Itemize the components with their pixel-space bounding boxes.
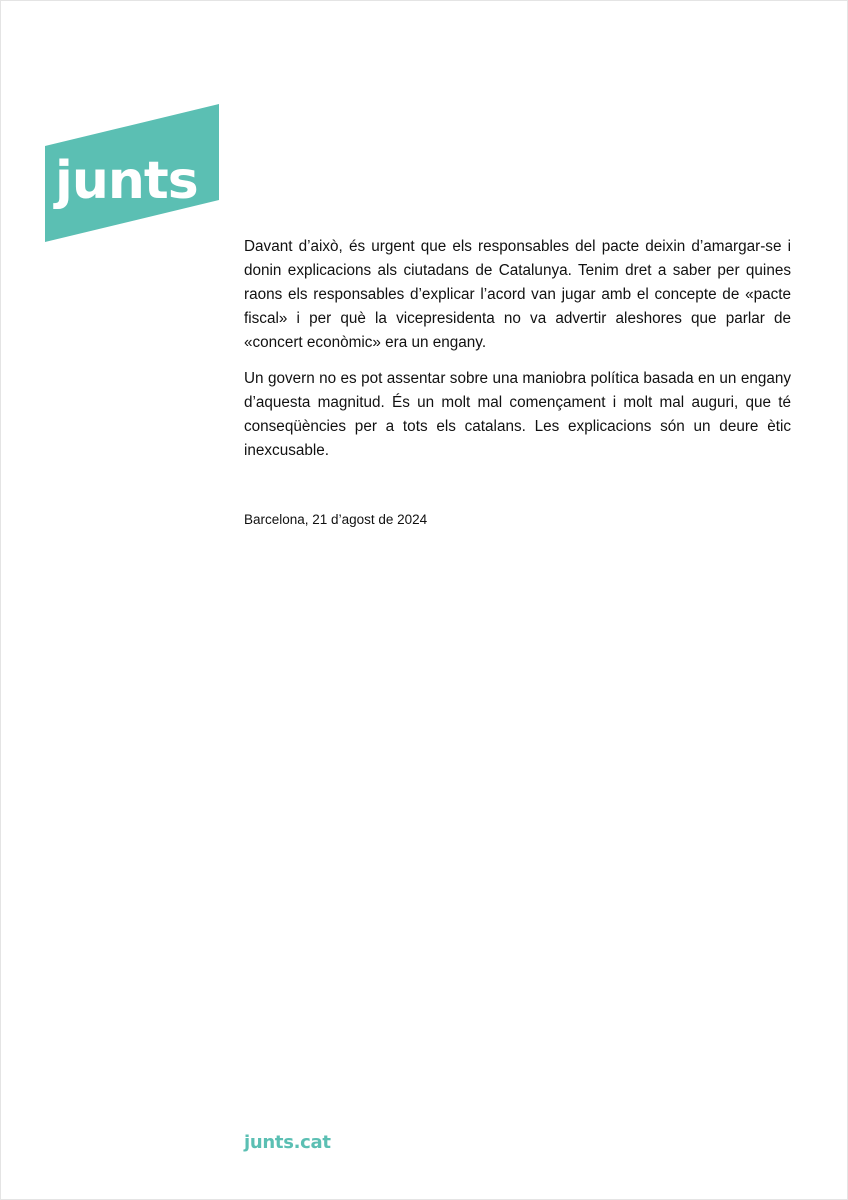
place-date: Barcelona, 21 d’agost de 2024 [244,512,428,527]
paragraph-2: Un govern no es pot assentar sobre una maniobra política basada en un engany d’aquesta magnitud. És un molt mal començament i molt mal auguri, que té conseqüències per a tots els catalans. Les explicacions són un deure ètic inexcusable. [244,370,791,459]
junts-logo [45,104,219,242]
footer-url: junts.cat [244,1132,331,1153]
paragraph-1: Davant d’això, és urgent que els responsables del pacte deixin d’amargar-se i donin explicacions als ciutadans de Catalunya. Tenim dret a saber per quines raons els responsables d’explicar l’acord van jugar amb el concepte de «pacte fiscal» i per què la vicepresidenta no va advertir aleshores que parlar de «concert econòmic» era un engany. [244,238,791,351]
logo-wordmark: junts [55,151,198,211]
statement-body [244,235,791,475]
logo-banner [45,104,219,242]
